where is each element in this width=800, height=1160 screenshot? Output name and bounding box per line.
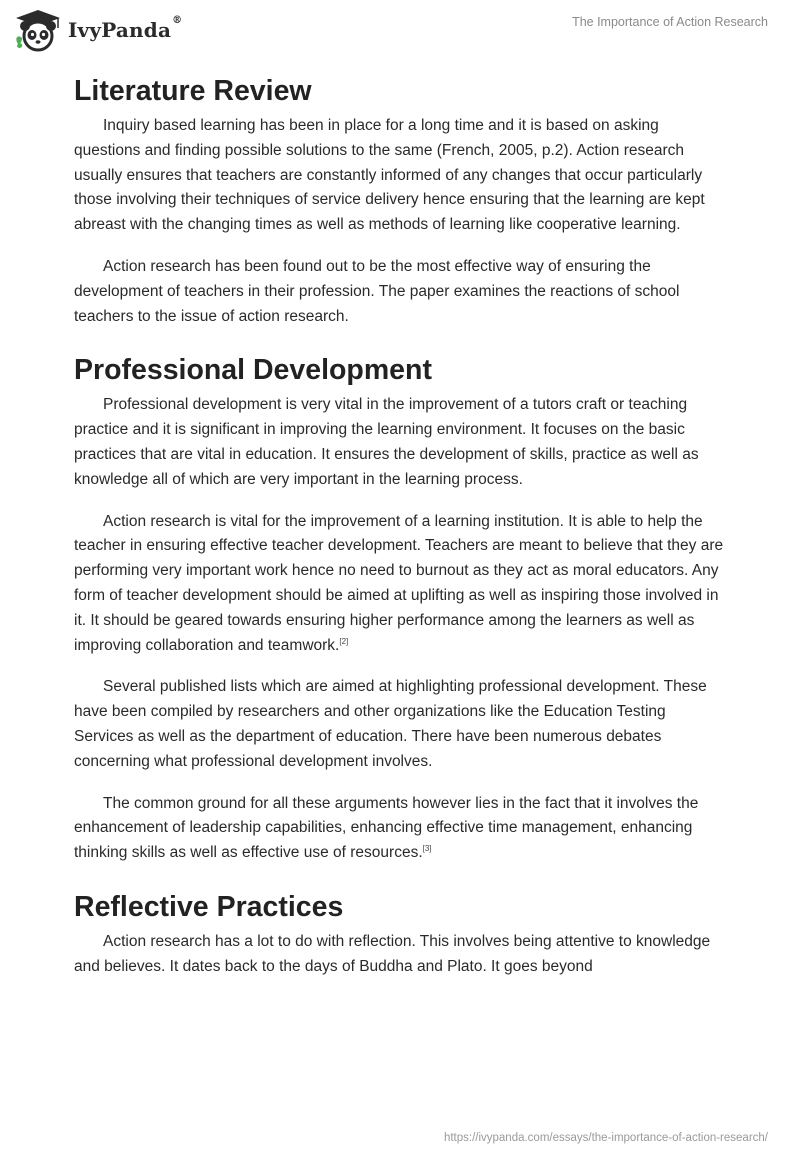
document-title: The Importance of Action Research bbox=[572, 15, 768, 29]
section-heading: Professional Development bbox=[74, 354, 432, 387]
paragraph: Action research is vital for the improvement of a learning institution. It is able to help the teacher in ensuring effective teacher development. Teachers are meant to believe that they are performing very important work hence no need to burnout as they act as moral educators. Any form of teacher development should be aimed at uplifting as well as inspiring those involved in it. It should be geared towards ensuring higher performance among the learners as well as improving collaboration and teamwork.[2] bbox=[74, 512, 724, 654]
footnote-reference[interactable]: [2] bbox=[339, 636, 349, 646]
section-heading: Reflective Practices bbox=[74, 890, 344, 923]
paragraph: Action research has a lot to do with reflection. This involves being attentive to knowledge and believes. It dates back to the days of Buddha and Plato. It goes beyond bbox=[74, 932, 711, 975]
panda-graduation-icon bbox=[14, 8, 62, 52]
paragraph: Professional development is very vital in the improvement of a tutors craft or teaching practice and it is significant in improving the learning environment. It focuses on the basic practices that are vital in education. It ensures the development of skills, practice as well as knowledge all of which are very important in the learning process. bbox=[74, 396, 699, 488]
article-body bbox=[74, 68, 724, 980]
source-url[interactable]: https://ivypanda.com/essays/the-importance-of-action-research/ bbox=[443, 1132, 768, 1144]
footnote-reference[interactable]: [3] bbox=[422, 843, 432, 853]
paragraph: Several published lists which are aimed at highlighting professional development. These have been compiled by researchers and other organizations like the Education Testing Services as well as the department of education. There have been numerous debates concerning what professional development involves. bbox=[74, 678, 707, 770]
paragraph: Action research has been found out to be the most effective way of ensuring the development of teachers in their profession. The paper examines the reactions of school teachers to the issue of action research. bbox=[74, 257, 680, 325]
paragraph: The common ground for all these arguments however lies in the fact that it involves the enhancement of leadership capabilities, enhancing effective time management, enhancing thinking skills as well as effective use of resources.[3] bbox=[74, 794, 699, 862]
section-heading: Literature Review bbox=[74, 75, 312, 107]
page-header bbox=[0, 0, 800, 60]
brand-name: IvyPanda® bbox=[68, 15, 183, 42]
paragraph: Inquiry based learning has been in place for a long time and it is based on asking questions and finding possible solutions to the same (French, 2005, p.2). Action research usually ensures that teachers are constantly informed of any changes that occur particularly those involving their techniques of service delivery hence ensuring that the learning are kept abreast with the changing times as well as methods of learning like cooperative learning. bbox=[74, 117, 705, 234]
ivypanda-logo[interactable] bbox=[14, 8, 182, 52]
